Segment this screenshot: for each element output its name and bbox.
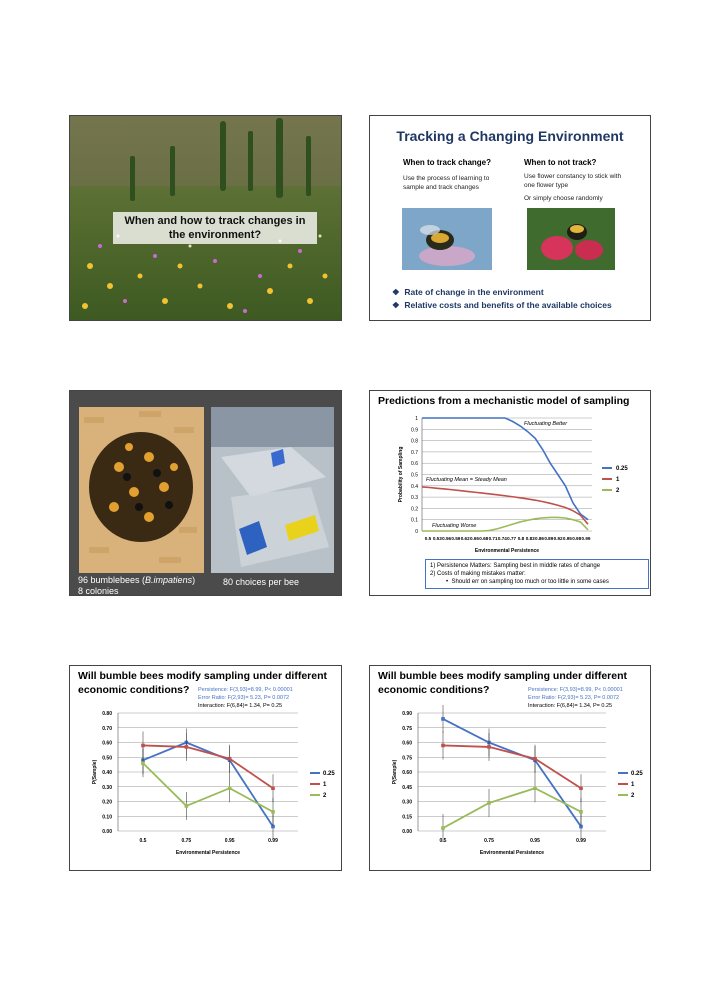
col1-text: Use the process of learning to sample and track changes	[403, 175, 490, 191]
x-tick-label: 0.77	[507, 536, 517, 541]
y-axis-label: P(Sample)	[92, 759, 98, 785]
data-point	[487, 801, 491, 805]
x-tick-label: 0.65	[469, 536, 479, 541]
y-tick-label: 0.8	[411, 438, 418, 445]
annotation-mean: Fluctuating Mean = Steady Mean	[426, 477, 507, 483]
x-tick-label: 0.5	[439, 838, 447, 844]
x-tick-label: 0.89	[544, 536, 554, 541]
slide-4-notes	[425, 559, 649, 589]
sampling-results-chart-2	[370, 666, 650, 870]
data-point	[228, 786, 232, 790]
x-axis-label: Environmental Persistence	[175, 850, 241, 856]
series-line-0.25	[143, 743, 273, 827]
x-tick-label: 0.99	[581, 536, 591, 541]
x-tick-label: 0.92	[553, 536, 563, 541]
x-tick-label: 0.86	[535, 536, 545, 541]
x-tick-label: 0.59	[451, 536, 461, 541]
data-point	[441, 744, 445, 748]
stat-persistence: Persistence: F(3,93)=8.99, P< 0.00001	[528, 687, 623, 693]
legend-label: 0.25	[323, 771, 335, 777]
series-line-0.25	[422, 418, 588, 520]
slide-1	[69, 115, 342, 321]
col2-text-1: Use flower constancy to stick with one flower type	[524, 173, 622, 189]
y-tick-label: 0.3	[411, 495, 418, 502]
x-tick-label: 0.75	[181, 838, 192, 844]
stat-interaction: Interaction: F(6,84)= 1.34, P= 0.25	[528, 703, 613, 709]
bee-photo-2	[527, 208, 615, 270]
data-point	[579, 810, 583, 814]
sampling-results-chart-1	[70, 666, 341, 870]
y-tick-label: 0.20	[102, 799, 112, 806]
legend-label: 2	[616, 488, 620, 494]
bumblebee-colony-photo	[79, 407, 204, 573]
caption-colonies: 8 colonies	[78, 586, 119, 596]
y-tick-label: 0.60	[402, 740, 412, 747]
legend-label: 1	[616, 477, 620, 483]
y-tick-label: 0.6	[411, 461, 418, 468]
note-subitem: • Should err on sampling too much or too little in some cases	[446, 579, 609, 585]
x-tick-label: 0.8	[517, 536, 525, 541]
slide-4	[369, 390, 651, 596]
y-tick-label: 0.30	[102, 784, 112, 791]
caption-choices: 80 choices per bee	[223, 577, 300, 587]
slide-5-title: Will bumble bees modify sampling under different economic conditions?	[78, 670, 328, 696]
x-tick-label: 0.53	[432, 536, 442, 541]
y-axis-label: Probability of Sampling	[398, 446, 404, 503]
y-tick-label: 0.90	[402, 711, 412, 717]
x-axis-label: Environmental Persistence	[474, 548, 540, 554]
data-point	[228, 757, 232, 761]
y-tick-label: 0.2	[411, 506, 418, 513]
y-tick-label: 0.60	[102, 740, 112, 747]
y-tick-label: 0.9	[411, 427, 418, 434]
y-tick-label: 0.7	[411, 449, 418, 456]
stat-error-ratio: Error Ratio: F(2,93)= 5.23, P= 0.0072	[528, 695, 620, 701]
series-line-0.25	[443, 719, 581, 827]
legend-label: 0.25	[631, 771, 643, 777]
data-point	[141, 761, 145, 765]
x-tick-label: 0.99	[576, 838, 586, 844]
slide-6	[369, 665, 651, 871]
x-tick-label: 0.95	[530, 838, 540, 844]
annotation-worse: Fluctuating Worse	[432, 523, 477, 529]
slide-4-title: Predictions from a mechanistic model of sampling	[378, 395, 630, 407]
stat-persistence: Persistence: F(3,93)=8.99, P< 0.00001	[198, 687, 293, 693]
y-tick-label: 0.00	[402, 829, 412, 835]
legend-label: 1	[631, 782, 635, 788]
bee-photo-1	[402, 208, 492, 270]
bullet-item: ❖ Relative costs and benefits of the available choices	[392, 300, 612, 310]
data-point	[533, 757, 537, 761]
caption-bees: 96 bumblebees (B.impatiens)	[78, 575, 196, 585]
slide-6-title: Will bumble bees modify sampling under different economic conditions?	[378, 670, 628, 696]
x-tick-label: 0.95	[562, 536, 572, 541]
slide-5	[69, 665, 342, 871]
y-tick-label: 0.15	[402, 814, 412, 821]
x-tick-label: 0.56	[442, 536, 452, 541]
y-tick-label: 0.50	[102, 755, 112, 762]
data-point	[185, 804, 189, 808]
y-tick-label: 0.60	[402, 770, 412, 776]
data-point	[441, 717, 445, 721]
y-tick-label: 0.10	[102, 814, 112, 821]
legend-label: 1	[323, 782, 327, 788]
y-tick-label: 0.40	[102, 770, 112, 776]
legend-label: 2	[323, 793, 327, 799]
y-tick-label: 0.80	[102, 711, 112, 717]
data-point	[487, 745, 491, 749]
slide-2	[369, 115, 651, 321]
stat-interaction: Interaction: F(6,84)= 1.34, P= 0.25	[198, 703, 283, 709]
slide-2-bullets	[392, 286, 612, 312]
y-tick-label: 0	[415, 529, 418, 535]
x-axis-label: Environmental Persistence	[479, 850, 545, 856]
y-tick-label: 0.75	[402, 755, 412, 762]
y-tick-label: 0.5	[411, 472, 418, 479]
col2-text-2: Or simply choose randomly	[524, 195, 603, 202]
sampling-model-chart	[370, 391, 650, 561]
y-tick-label: 0.45	[402, 784, 412, 791]
data-point	[271, 810, 275, 814]
slide-2-title: Tracking a Changing Environment	[396, 128, 624, 144]
data-point	[579, 786, 583, 790]
x-tick-label: 0.75	[484, 838, 494, 844]
legend-label: 0.25	[616, 466, 628, 472]
annotation-better: Fluctuating Better	[524, 421, 568, 427]
x-tick-label: 0.74	[497, 536, 507, 541]
y-tick-label: 0.70	[102, 725, 112, 732]
y-axis-label: P(Sample)	[392, 759, 398, 785]
data-point	[441, 826, 445, 830]
flower-array-photo	[211, 407, 334, 573]
stat-error-ratio: Error Ratio: F(2,93)= 5.23, P= 0.0072	[198, 695, 290, 701]
series-line-2	[143, 763, 273, 812]
y-tick-label: 0.4	[411, 483, 418, 490]
x-tick-label: 0.5	[139, 838, 147, 844]
bullet-item: ❖ Rate of change in the environment	[392, 287, 544, 297]
note-item: 2) Costs of making mistakes matter:	[430, 571, 526, 577]
x-tick-label: 0.98	[572, 536, 582, 541]
x-tick-label: 0.71	[488, 536, 498, 541]
data-point	[185, 745, 189, 749]
slide-1-label: When and how to track changes in the environment?	[113, 212, 317, 244]
y-tick-label: 1	[415, 416, 418, 422]
col2-heading: When to not track?	[524, 158, 597, 167]
x-tick-label: 0.95	[224, 838, 235, 844]
x-tick-label: 0.83	[525, 536, 535, 541]
data-point	[533, 786, 537, 790]
slide-3	[69, 390, 342, 596]
series-line-2	[443, 788, 581, 828]
x-tick-label: 0.5	[424, 536, 432, 541]
note-item: 1) Persistence Matters: Sampling best in middle rates of change	[430, 563, 601, 569]
y-tick-label: 0.75	[402, 725, 412, 732]
data-point	[271, 786, 275, 790]
y-tick-label: 0.00	[102, 829, 112, 835]
x-tick-label: 0.68	[479, 536, 489, 541]
y-tick-label: 0.1	[411, 517, 418, 524]
data-point	[141, 744, 145, 748]
legend-label: 2	[631, 793, 635, 799]
x-tick-label: 0.62	[460, 536, 470, 541]
col1-heading: When to track change?	[403, 158, 492, 167]
x-tick-label: 0.99	[268, 838, 278, 844]
y-tick-label: 0.30	[402, 799, 412, 806]
